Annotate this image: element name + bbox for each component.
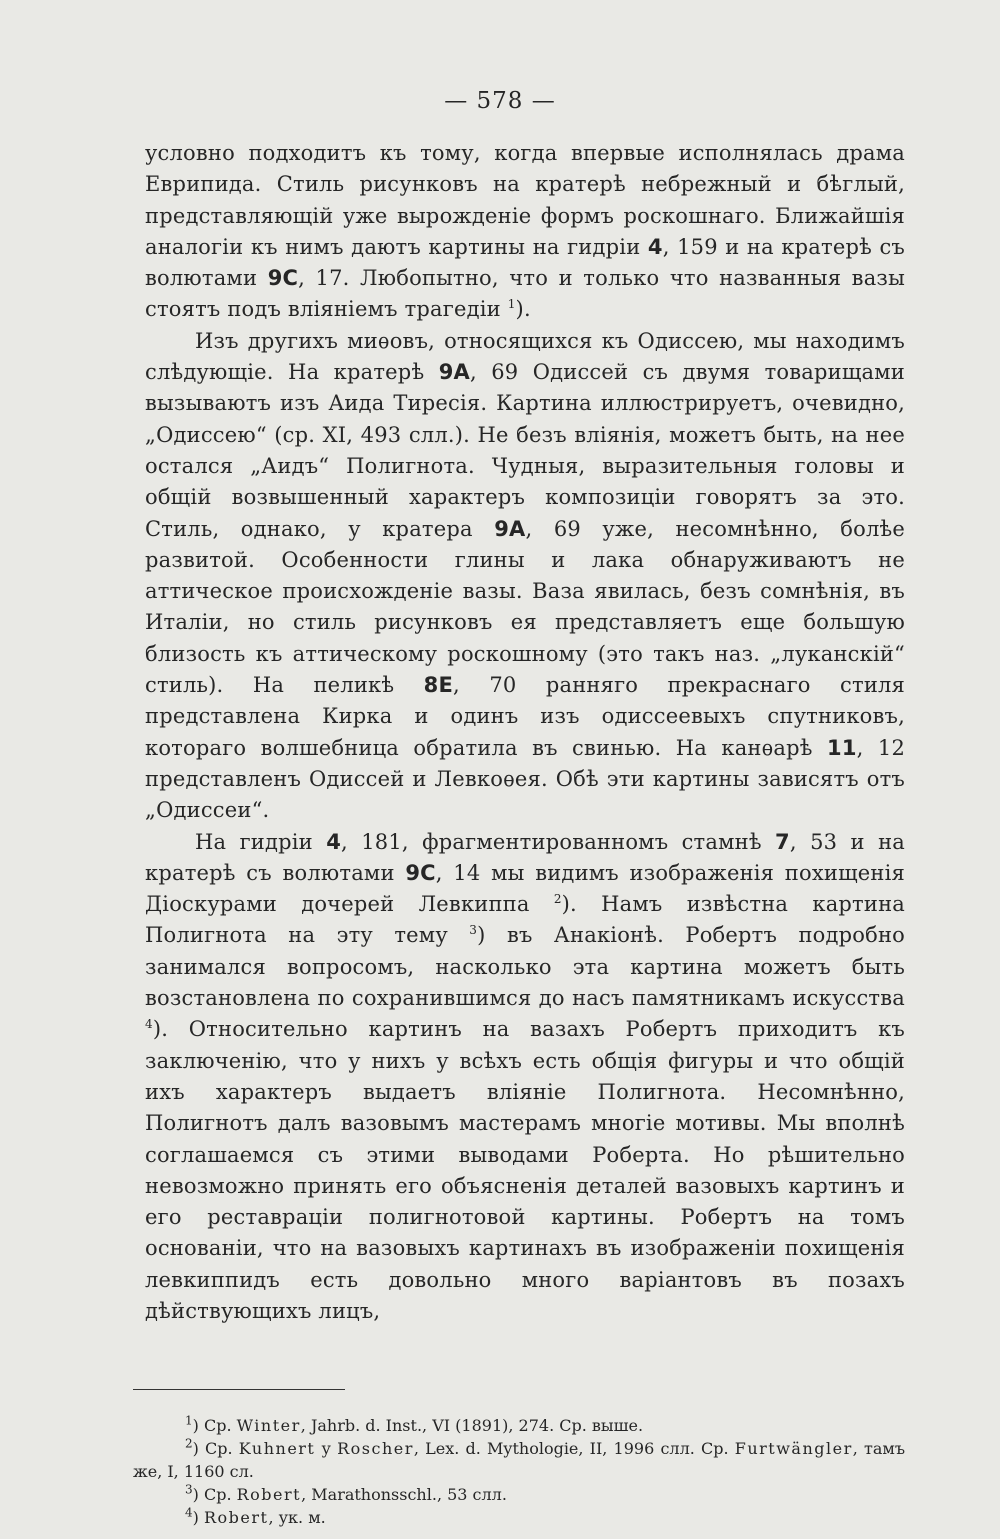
footnote-text: , Marathonsschl., 53 слл. (301, 1485, 507, 1504)
vase-reference: 8E (423, 673, 454, 698)
vase-reference: 9C (405, 860, 436, 885)
text-segment: На гидріи (195, 829, 327, 854)
footnote-text: , Jahrb. d. Inst., VI (1891), 274. Ср. выше. (300, 1416, 644, 1435)
vase-reference: 4 (326, 829, 342, 854)
text-segment: ) въ Анакіонѣ. Робертъ подробно занимался вопросомъ, насколько эта картина можетъ быть возстановлена по сохранившимся до насъ памятникамъ искусства (145, 923, 905, 1011)
footnote-marker: 2 (553, 892, 562, 907)
footnote-marker: 3 (185, 1482, 193, 1497)
text-segment: , 53 и на кратерѣ съ волютами (145, 829, 905, 885)
paragraph-2 (145, 326, 905, 827)
footnote-text: у (315, 1439, 338, 1458)
text-segment: , 69 Одиссей съ двумя товарищами вызываютъ изъ Аида Тиресія. Картина иллюстрируетъ, очевидно, „Одиссею“ (ср. XI, 493 слл.). Не безъ вліянія, можетъ быть, на нее остался „Аидъ“ Полигнота. Чудныя, выразительныя головы и общій возвышенный характеръ композиціи говорятъ за это. Стиль, однако, у кратера (145, 360, 905, 541)
text-segment: , 12 представленъ Одиссей и Левкоѳея. Обѣ эти картины зависятъ отъ „Одиссеи“. (145, 735, 906, 823)
text-segment: , 17. Любопытно, что и только что названныя вазы стоятъ подъ вліяніемъ трагедіи (145, 266, 905, 322)
footnote-marker: 2 (185, 1436, 193, 1451)
footnote-text: ) Ср. (192, 1485, 237, 1504)
vase-reference: 9A (438, 360, 470, 385)
text-segment: , 159 и на кратерѣ съ волютами (145, 234, 905, 291)
paragraph-1 (145, 138, 905, 326)
text-segment: ). Намъ извѣстна картина Полигнота на эту тему (145, 892, 905, 948)
vase-reference: 11 (827, 735, 857, 760)
vase-reference: 7 (775, 829, 790, 854)
text-segment: ). Относительно картинъ на вазахъ Робертъ приходитъ къ заключенію, что у нихъ у всѣхъ есть общія фигуры и что общій ихъ характеръ выдаетъ вліяніе Полигнота. Несомнѣнно, Полигнотъ далъ вазовымъ мастерамъ многіе мотивы. Мы вполнѣ соглашаемся съ этими выводами Роберта. Но рѣшительно невозможно принять его объясненія деталей вазовыхъ картинъ и его реставраціи полигнотовой картины. Робертъ на томъ основаніи, что на вазовыхъ картинахъ въ изображеніи похищенія левкиппидъ есть довольно много варіантовъ въ позахъ дѣйствующихъ лицъ, (145, 1017, 905, 1323)
author-name: Roscher (337, 1439, 414, 1458)
text-segment: Изъ другихъ миѳовъ, относящихся къ Одиссею, мы находимъ слѣдующіе. На кратерѣ (145, 328, 905, 385)
vase-reference: 4 (647, 234, 663, 259)
text-segment: , 181, фрагментированномъ стамнѣ (341, 829, 776, 854)
footnote-marker: 4 (185, 1505, 193, 1520)
footnote-4 (133, 1506, 905, 1529)
text-segment: ). (515, 297, 531, 322)
footnotes (133, 1414, 905, 1529)
footnote-text: , ук. м. (268, 1508, 326, 1527)
text-segment: условно подходитъ къ тому, когда впервые исполнялась драма Еврипида. Стиль рисунковъ на кратерѣ небрежный и бѣглый, представляющій уже вырожденіе формъ роскошнаго. Ближайшія аналогіи къ нимъ даютъ картины на гидріи (145, 141, 905, 259)
footnote-text: ) Ср. (192, 1439, 239, 1458)
author-name: Robert (236, 1485, 302, 1504)
author-name: Kuhnert (238, 1439, 316, 1458)
footnote-1 (133, 1414, 905, 1437)
text-segment: , 14 мы видимъ изображенія похищенія Діоскурами дочерей Левкиппа (145, 860, 905, 917)
page-number: — 578 — (444, 88, 556, 114)
vase-reference: 9A (494, 516, 526, 541)
footnote-marker: 1 (185, 1413, 193, 1428)
footnote-3 (133, 1483, 905, 1506)
author-name: Furtwängler (734, 1439, 853, 1458)
footnote-marker: 4 (145, 1017, 153, 1032)
vase-reference: 9C (267, 266, 299, 291)
text-segment: , 69 уже, несомнѣнно, болѣе развитой. Особенности глины и лака обнаруживаютъ не аттическое происхожденіе вазы. Ваза явилась, безъ сомнѣнія, въ Италіи, но стиль рисунковъ ея представляетъ еще большую близость къ аттическому роскошному (это такъ наз. „луканскій“ стиль). На пеликѣ (145, 516, 905, 698)
main-text (145, 138, 905, 1327)
footnote-text: ) (192, 1508, 204, 1527)
footnote-text: , Lex. d. Mythologie, II, 1996 слл. Ср. (413, 1439, 735, 1458)
footnote-text: ) Ср. (192, 1416, 237, 1435)
author-name: Winter (236, 1416, 301, 1435)
paragraph-3 (145, 827, 905, 1328)
footnote-text: , тамъ же, I, 1160 сл. (133, 1439, 906, 1481)
text-segment: , 70 ранняго прекраснаго стиля представлена Кирка и одинъ изъ одиссеевыхъ спутниковъ, котораго волшебница обратила въ свинью. На канѳарѣ (145, 673, 905, 760)
footnote-divider (133, 1389, 345, 1390)
author-name: Robert (203, 1508, 269, 1527)
footnote-marker: 3 (469, 923, 478, 938)
footnote-marker: 1 (507, 297, 516, 312)
footnote-2 (133, 1437, 905, 1483)
